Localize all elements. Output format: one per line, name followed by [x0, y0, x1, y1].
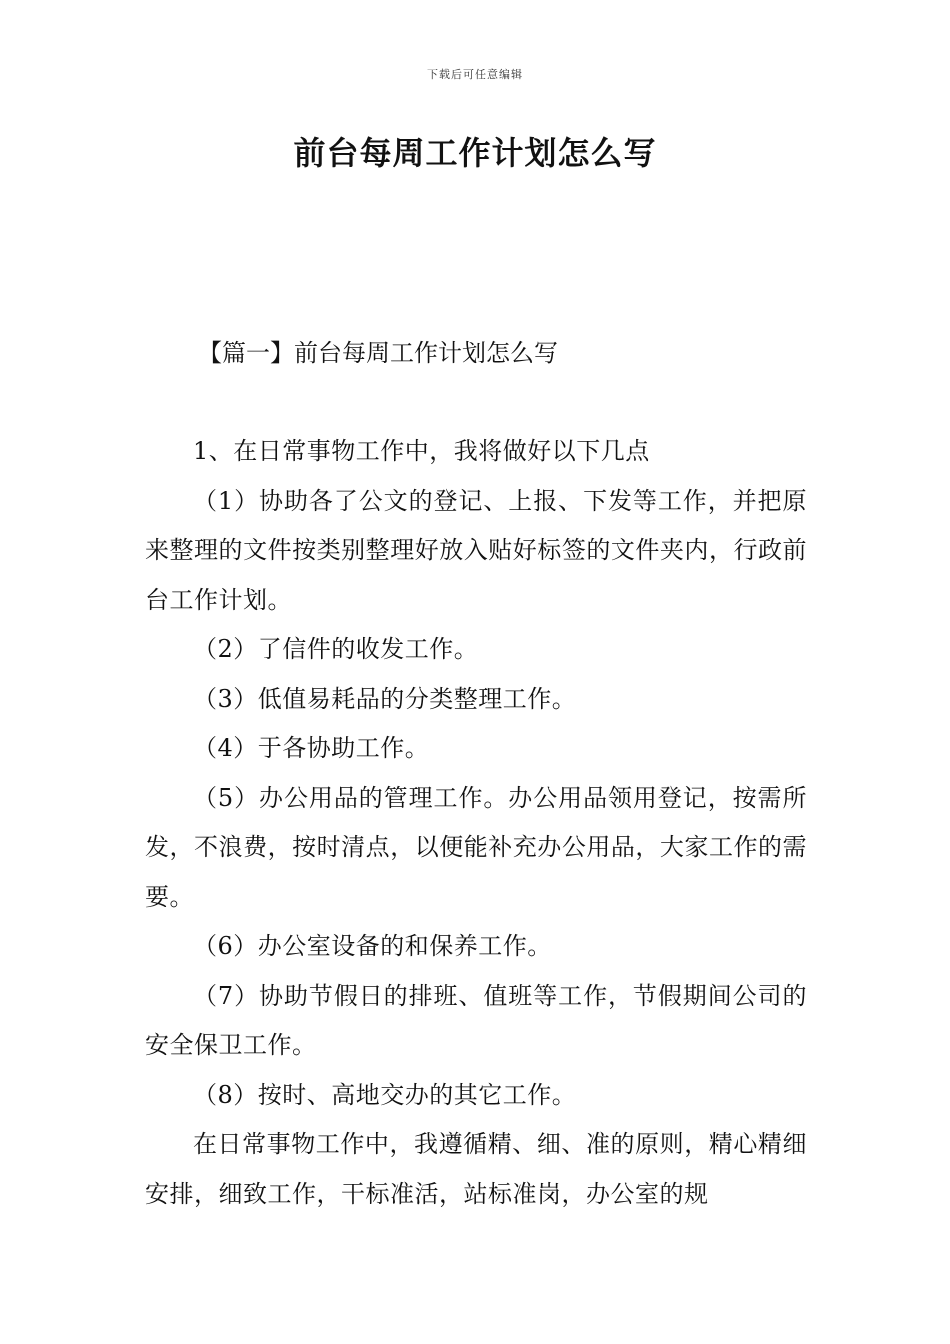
- section-heading: 【篇一】前台每周工作计划怎么写: [198, 339, 558, 367]
- paragraph-item-2: （2）了信件的收发工作。: [193, 635, 479, 663]
- paragraph-item-4: （4）于各协助工作。: [193, 734, 430, 762]
- paragraph-item-8: （8）按时、高地交办的其它工作。: [193, 1080, 577, 1109]
- paragraph-item-7: （7）协助节假日的排班、值班等工作，节假期间公司的安全保卫工作。: [145, 981, 807, 1059]
- paragraph-item-3: （3）低值易耗品的分类整理工作。: [193, 684, 577, 713]
- paragraph-item-6: （6）办公室设备的和保养工作。: [193, 932, 552, 960]
- header-note: 下载后可任意编辑: [427, 68, 523, 81]
- paragraph-summary: 在日常事物工作中，我遵循精、细、准的原则，精心精细安排，细致工作，干标准活，站标准岗，办公室的规: [145, 1130, 807, 1208]
- paragraph-intro: 1、在日常事物工作中，我将做好以下几点: [193, 437, 650, 465]
- paragraph-item-5: （5）办公用品的管理工作。办公用品领用登记，按需所发，不浪费，按时清点，以便能补充办公用品，大家工作的需要。: [145, 783, 807, 911]
- document-body: [145, 427, 807, 1219]
- document-title: 前台每周工作计划怎么写: [293, 134, 657, 172]
- paragraph-item-1: （1）协助各了公文的登记、上报、下发等工作，并把原来整理的文件按类别整理好放入贴好标签的文件夹内，行政前台工作计划。: [145, 486, 807, 614]
